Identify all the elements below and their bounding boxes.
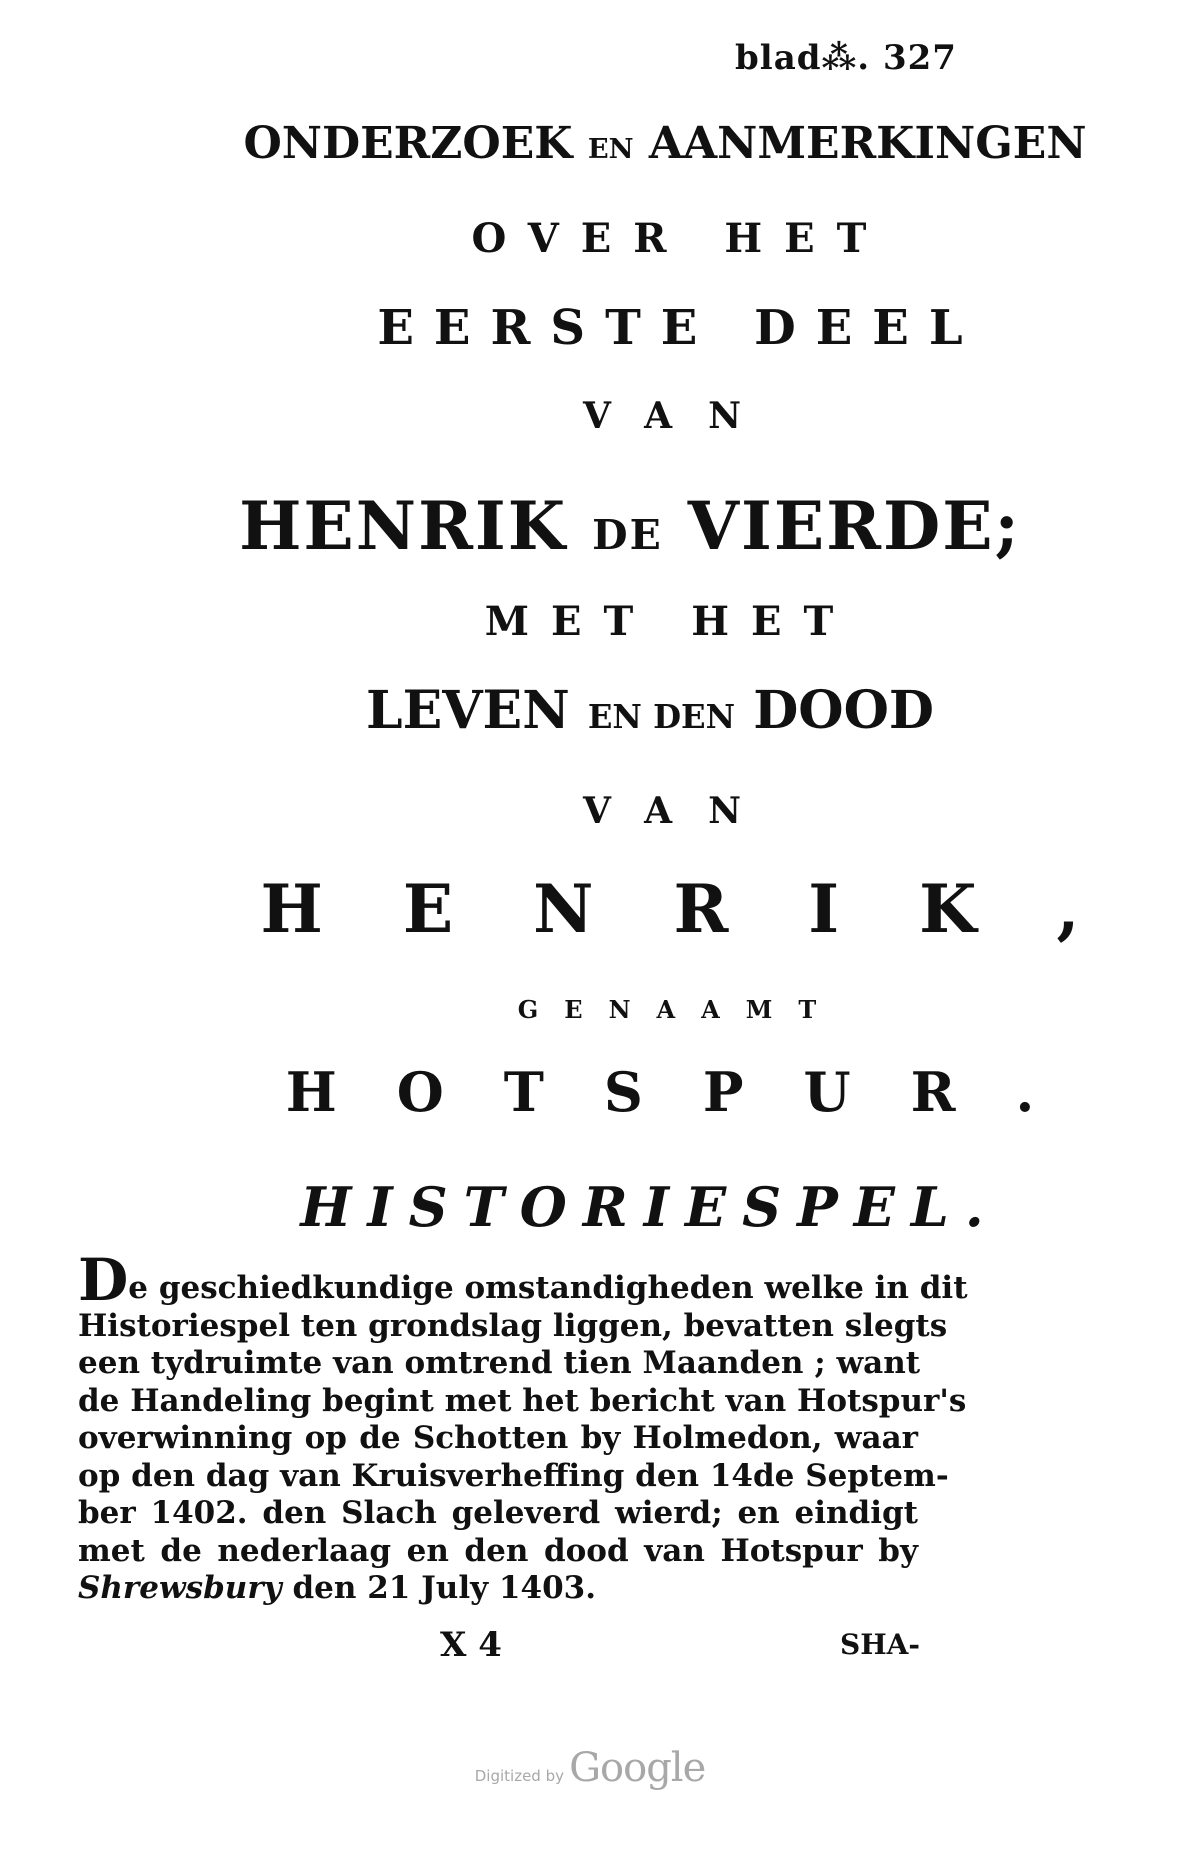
digitized-watermark (0, 1745, 1180, 1791)
drop-cap: D (78, 1246, 129, 1314)
title-de: DE (592, 511, 663, 559)
title-henrik-2: HENRIK, (260, 870, 1160, 948)
body-line-6: op den dag van Kruisverheffing den 14de Septem- (78, 1457, 949, 1494)
title-eerste-deel: EERSTE DEEL (377, 300, 983, 356)
body-line-7: ber 1402. den Slach geleverd wierd; en eindigt (78, 1495, 918, 1531)
body-line-3: een tydruimte van omtrend tien Maanden ; want (78, 1345, 921, 1381)
body-line-1-text: e geschiedkundige omstandigheden welke in dit (128, 1270, 968, 1306)
title-en-den: EN DEN (587, 698, 736, 736)
title-leven: LEVEN (366, 680, 570, 741)
title-line-leven-dood (60, 680, 1180, 741)
body-line-8: met de nederlaag en den dood van Hotspur by (78, 1532, 918, 1569)
title-aanmerkingen: AANMERKINGEN (648, 118, 1087, 169)
title-en: EN (587, 133, 634, 165)
title-onderzoek: ONDERZOEK (243, 118, 573, 169)
catchword: SHA- (840, 1628, 921, 1661)
title-met-het: MET HET (484, 598, 856, 645)
page-folio: blad⁂. 327 (735, 38, 957, 78)
body-line-4: de Handeling begint met het bericht van Hotspur's (78, 1382, 967, 1419)
body-line-9 (78, 1570, 918, 1608)
title-over-het: OVER HET (471, 215, 889, 262)
body-line-9-text: den 21 July 1403. (281, 1570, 597, 1606)
body-line-5: overwinning op de Schotten by Holmedon, waar (78, 1420, 918, 1456)
title-van-2: VAN (583, 790, 777, 832)
title-line-onderzoek (75, 118, 1180, 169)
body-line-2: Historiespel ten grondslag liggen, bevatten slegts (78, 1307, 948, 1344)
title-hotspur: HOTSPUR. (285, 1060, 1095, 1124)
body-paragraph (78, 1246, 968, 1608)
body-line-1 (78, 1246, 968, 1314)
body-place-name: Shrewsbury (78, 1570, 282, 1606)
google-logo: Google (569, 1745, 706, 1791)
digitized-label: Digitized by (474, 1767, 564, 1785)
signature-mark: X 4 (440, 1625, 502, 1665)
title-genaamt: GENAAMT (517, 995, 843, 1024)
title-vierde: VIERDE; (687, 487, 1021, 565)
title-historiespel: HISTORIESPEL. (300, 1175, 1000, 1239)
title-line-henrik-de-vierde (40, 487, 1180, 565)
title-dood: DOOD (753, 680, 934, 741)
title-van-1: VAN (583, 395, 777, 437)
title-henrik-1: HENRIK (239, 487, 568, 565)
